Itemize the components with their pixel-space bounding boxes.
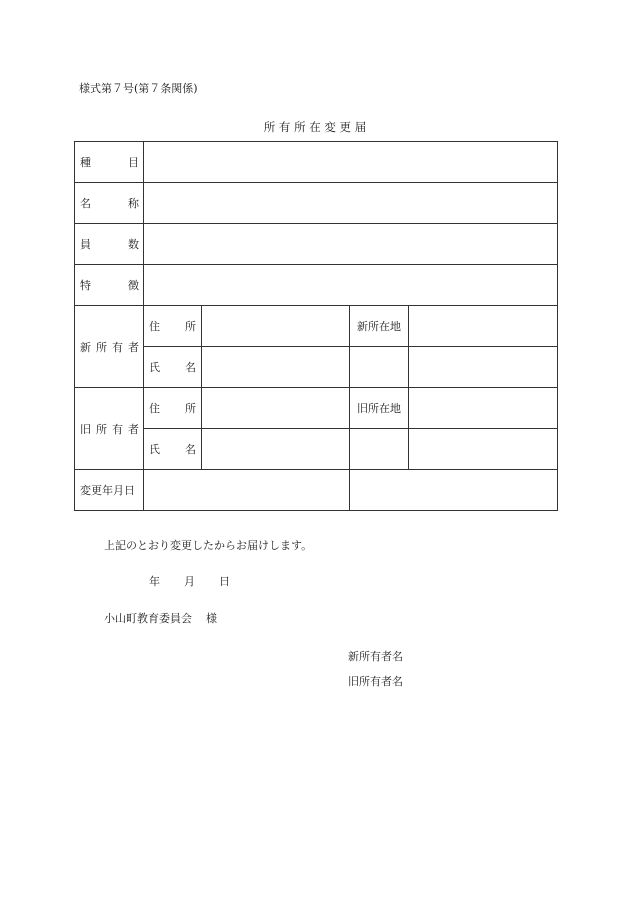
table-row-type: [75, 142, 558, 183]
old-owner-name-field[interactable]: [202, 429, 350, 470]
new-location-field[interactable]: [409, 306, 558, 347]
registration-table: [74, 141, 558, 511]
count-label: 員 数: [75, 224, 144, 265]
date-line: [149, 573, 230, 589]
table-row-name: [75, 183, 558, 224]
date-year: 年: [149, 575, 160, 588]
submission-statement: 上記のとおり変更したからお届けします。: [104, 539, 313, 552]
old-owner-name-label: 氏 名: [144, 429, 202, 470]
new-owner-signature: 新所有者名: [348, 650, 403, 663]
old-location-extra-b[interactable]: [409, 429, 558, 470]
table-row-count: [75, 224, 558, 265]
new-owner-address-field[interactable]: [202, 306, 350, 347]
old-location-extra-a[interactable]: [350, 429, 409, 470]
date-month: 月: [184, 575, 195, 588]
new-owner-name-label: 氏 名: [144, 347, 202, 388]
new-location-label: 新所在地: [350, 306, 409, 347]
addressee-name: 小山町教育委員会: [104, 612, 192, 625]
type-label: 種 目: [75, 142, 144, 183]
document-title: 所 有 所 在 変 更 届: [263, 120, 367, 134]
features-label: 特 徴: [75, 265, 144, 306]
type-field[interactable]: [144, 142, 558, 183]
old-location-field[interactable]: [409, 388, 558, 429]
old-location-label: 旧所在地: [350, 388, 409, 429]
addressee-honorific: 様: [206, 612, 217, 625]
change-date-extra-field[interactable]: [350, 470, 558, 511]
new-owner-label: 新 所 有 者: [75, 306, 144, 388]
new-owner-address-label: 住 所: [144, 306, 202, 347]
new-location-extra-b[interactable]: [409, 347, 558, 388]
change-date-field[interactable]: [144, 470, 350, 511]
addressee: [104, 610, 217, 626]
old-owner-label: 旧 所 有 者: [75, 388, 144, 470]
date-day: 日: [219, 575, 230, 588]
table-row-features: [75, 265, 558, 306]
old-owner-address-label: 住 所: [144, 388, 202, 429]
features-field[interactable]: [144, 265, 558, 306]
name-field[interactable]: [144, 183, 558, 224]
count-field[interactable]: [144, 224, 558, 265]
table-row-new-owner-name: [75, 347, 558, 388]
old-owner-signature: 旧所有者名: [348, 675, 403, 688]
table-row-change-date: [75, 470, 558, 511]
change-date-label: 変更年月日: [75, 470, 144, 511]
new-location-extra-a[interactable]: [350, 347, 409, 388]
table-row-new-owner-address: [75, 306, 558, 347]
new-owner-name-field[interactable]: [202, 347, 350, 388]
form-number: 様式第７号(第７条関係): [79, 82, 198, 95]
old-owner-address-field[interactable]: [202, 388, 350, 429]
table-row-old-owner-name: [75, 429, 558, 470]
name-label: 名 称: [75, 183, 144, 224]
table-row-old-owner-address: [75, 388, 558, 429]
